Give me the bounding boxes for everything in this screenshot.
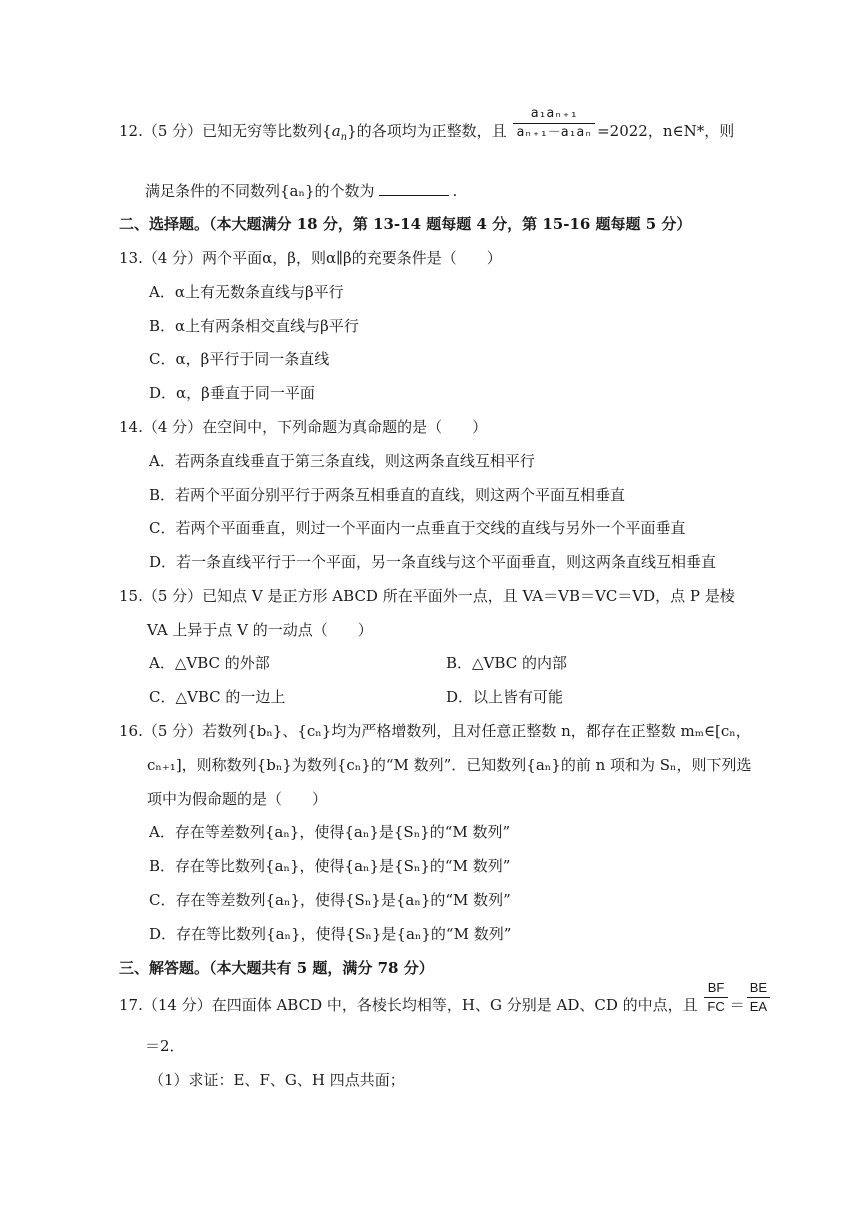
q12-fraction bbox=[513, 105, 595, 142]
q15-line2: VA 上异于点 V 的一动点（ ） bbox=[147, 621, 373, 639]
q15-option-d: D．以上皆有可能 bbox=[446, 688, 564, 706]
q13-option-d: D．α，β垂直于同一平面 bbox=[149, 384, 315, 402]
q14-option-a: A．若两条直线垂直于第三条直线，则这两条直线互相平行 bbox=[149, 452, 535, 470]
q15-option-a: A．△VBC 的外部 bbox=[149, 654, 270, 672]
q16-option-c: C．存在等差数列{aₙ}，使得{Sₙ}是{aₙ}的“M 数列” bbox=[149, 891, 511, 909]
q16-line3: 项中为假命题的是（ ） bbox=[147, 790, 328, 808]
q17-line1-text: 17.（14 分）在四面体 ABCD 中，各棱长均相等，H、G 分别是 AD、CD 的中点，且 bbox=[119, 996, 698, 1014]
q17-equals: ＝ bbox=[729, 996, 745, 1014]
q17-part1: （1）求证：E、F、G、H 四点共面； bbox=[149, 1071, 405, 1089]
q12-prefix: 12.（5 分）已知无穷等比数列{ bbox=[119, 122, 332, 140]
q13-option-c: C．α，β平行于同一条直线 bbox=[149, 350, 330, 368]
q14-option-d: D．若一条直线平行于一个平面，另一条直线与这个平面垂直，则这两条直线互相垂直 bbox=[149, 553, 717, 571]
q13-stem: 13.（4 分）两个平面α，β，则α∥β的充要条件是（ ） bbox=[119, 249, 502, 267]
q17-fraction1-numerator: BF bbox=[704, 979, 727, 998]
q13-option-a: A．α上有无数条直线与β平行 bbox=[149, 283, 344, 301]
q17-fraction2-numerator: BE bbox=[747, 979, 770, 998]
q12-line2-end: . bbox=[452, 182, 458, 200]
q17-fraction1-denominator: FC bbox=[707, 998, 725, 1014]
q15-line1: 15.（5 分）已知点 V 是正方形 ABCD 所在平面外一点，且 VA＝VB＝VC＝VD，点 P 是棱 bbox=[119, 587, 735, 605]
q13-option-b: B．α上有两条相交直线与β平行 bbox=[149, 317, 359, 335]
q14-option-c: C．若两个平面垂直，则过一个平面内一点垂直于交线的直线与另外一个平面垂直 bbox=[149, 519, 686, 537]
q12-mid: }的各项均为正整数，且 bbox=[347, 122, 507, 140]
q12-answer-blank bbox=[379, 181, 449, 196]
q15-option-c: C．△VBC 的一边上 bbox=[149, 688, 286, 706]
q17-fraction-bf-fc bbox=[704, 979, 727, 1016]
q14-stem: 14.（4 分）在空间中，下列命题为真命题的是（ ） bbox=[119, 418, 488, 436]
q16-option-a: A．存在等差数列{aₙ}，使得{aₙ}是{Sₙ}的“M 数列” bbox=[149, 823, 511, 841]
section-3-heading: 三、解答题。（本大题共有 5 题，满分 78 分） bbox=[119, 959, 434, 977]
q12-line1 bbox=[119, 105, 735, 148]
q17-line1 bbox=[119, 979, 772, 1016]
q16-option-d: D．存在等比数列{aₙ}，使得{Sₙ}是{aₙ}的“M 数列” bbox=[149, 925, 512, 943]
q14-option-b: B．若两个平面分别平行于两条互相垂直的直线，则这两个平面互相垂直 bbox=[149, 486, 626, 504]
q12-fraction-numerator: a₁aₙ₊₁ bbox=[513, 105, 595, 124]
q12-line2-text: 满足条件的不同数列{aₙ}的个数为 bbox=[145, 182, 375, 200]
q17-fraction2-denominator: EA bbox=[749, 998, 768, 1014]
q12-after: =2022，n∈N*，则 bbox=[597, 122, 735, 140]
q12-line2 bbox=[145, 181, 457, 201]
q16-option-b: B．存在等比数列{aₙ}，使得{aₙ}是{Sₙ}的“M 数列” bbox=[149, 857, 511, 875]
q12-an: $a_n$ bbox=[331, 122, 348, 143]
q12-fraction-denominator: aₙ₊₁－a₁aₙ bbox=[516, 124, 593, 140]
section-2-heading: 二、选择题。（本大题满分 18 分，第 13-14 题每题 4 分，第 15-16 题每题 5 分） bbox=[119, 215, 692, 233]
q15-option-b: B．△VBC 的内部 bbox=[446, 654, 567, 672]
q16-line1: 16.（5 分）若数列{bₙ}、{cₙ}均为严格增数列，且对任意正整数 n，都存在正整数 mₘ∈[cₙ， bbox=[119, 722, 751, 740]
q16-line2: cₙ₊₁]，则称数列{bₙ}为数列{cₙ}的“M 数列”．已知数列{aₙ}的前 n 项和为 Sₙ，则下列选 bbox=[147, 756, 752, 774]
q17-fraction-be-ea bbox=[747, 979, 770, 1016]
q17-line2: ＝2． bbox=[145, 1037, 185, 1055]
